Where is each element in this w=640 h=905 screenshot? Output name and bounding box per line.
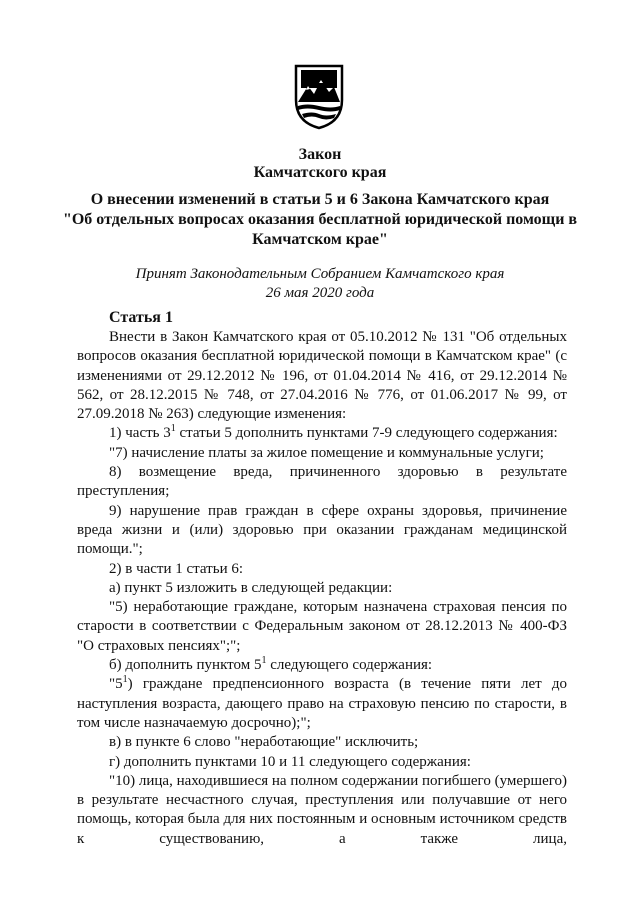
subject-line: Камчатском крае" [252,231,388,248]
kamchatka-emblem-icon [292,60,346,130]
paragraph: а) пункт 5 изложить в следующей редакции: [109,579,393,596]
law-subject [60,190,580,250]
paragraph: 9) нарушение прав граждан в сфере охраны здоровья, причинение вреда жизни и (или) здоровью при оказании гражданам медицинской помощи."; [77,502,567,558]
paragraph: 2) в части 1 статьи 6: [109,560,244,577]
paragraph: в) в пункте 6 слово "неработающие" исключить; [109,734,419,751]
adoption-date: 26 мая 2020 года [265,285,375,301]
article-heading: Статья 1 [109,309,173,326]
title-line: Камчатского края [253,164,387,181]
adoption-note [60,265,580,303]
paragraph: Внести в Закон Камчатского края от 05.10.2012 № 131 "Об отдельных вопросов оказания бесплатной юридической помощи в Камчатском крае" (с изменениями от 29.12.2012 № 196, от 01.04.2014 № 416, от 29.12.2014 № 562, от 28.12.2015 № 748, от 27.04.2016 № 776, от 01.06.2017 № 99, от 27.09.2018 № 263) следующие изменения: [77,329,567,423]
paragraph: "7) начисление платы за жилое помещение и коммунальные услуги; [109,444,544,461]
paragraph: "$5^1$) граждане предпенсионного возраста (в течение пяти лет до наступления возраста, дающего право на страховую пенсию по старости, в том числе назначаемую досрочно);"; [77,674,567,731]
paragraph: б) дополнить пунктом $5^1$ следующего содержания: [109,655,433,674]
article-body [77,328,567,849]
paragraph: г) дополнить пунктами 10 и 11 следующего содержания: [109,753,471,770]
paragraph: "5) неработающие граждане, которым назначена страховая пенсия по старости в соответствии с Федеральным законом от 28.12.2013 № 400-ФЗ "О страховых пенсиях";"; [77,599,567,654]
subject-line: "Об отдельных вопросах оказания бесплатной юридической помощи в [62,211,578,228]
adoption-line: Принят Законодательным Собранием Камчатского края [135,266,505,282]
subject-line: О внесении изменений в статьи 5 и 6 Закона Камчатского края [90,191,550,208]
law-title [60,146,580,182]
title-line: Закон [298,146,342,163]
paragraph: 8) возмещение вреда, причиненного здоровью в результате преступления; [77,464,567,500]
paragraph: 1) часть $3^1$ статьи 5 дополнить пунктами 7-9 следующего содержания: [109,423,558,442]
paragraph: "10) лица, находившиеся на полном содержании погибшего (умершего) в результате несчастного случая, преступления или получавшие от него помощь, которая была для них постоянным и основным источником средств к существованию, а также лица, [77,772,568,847]
